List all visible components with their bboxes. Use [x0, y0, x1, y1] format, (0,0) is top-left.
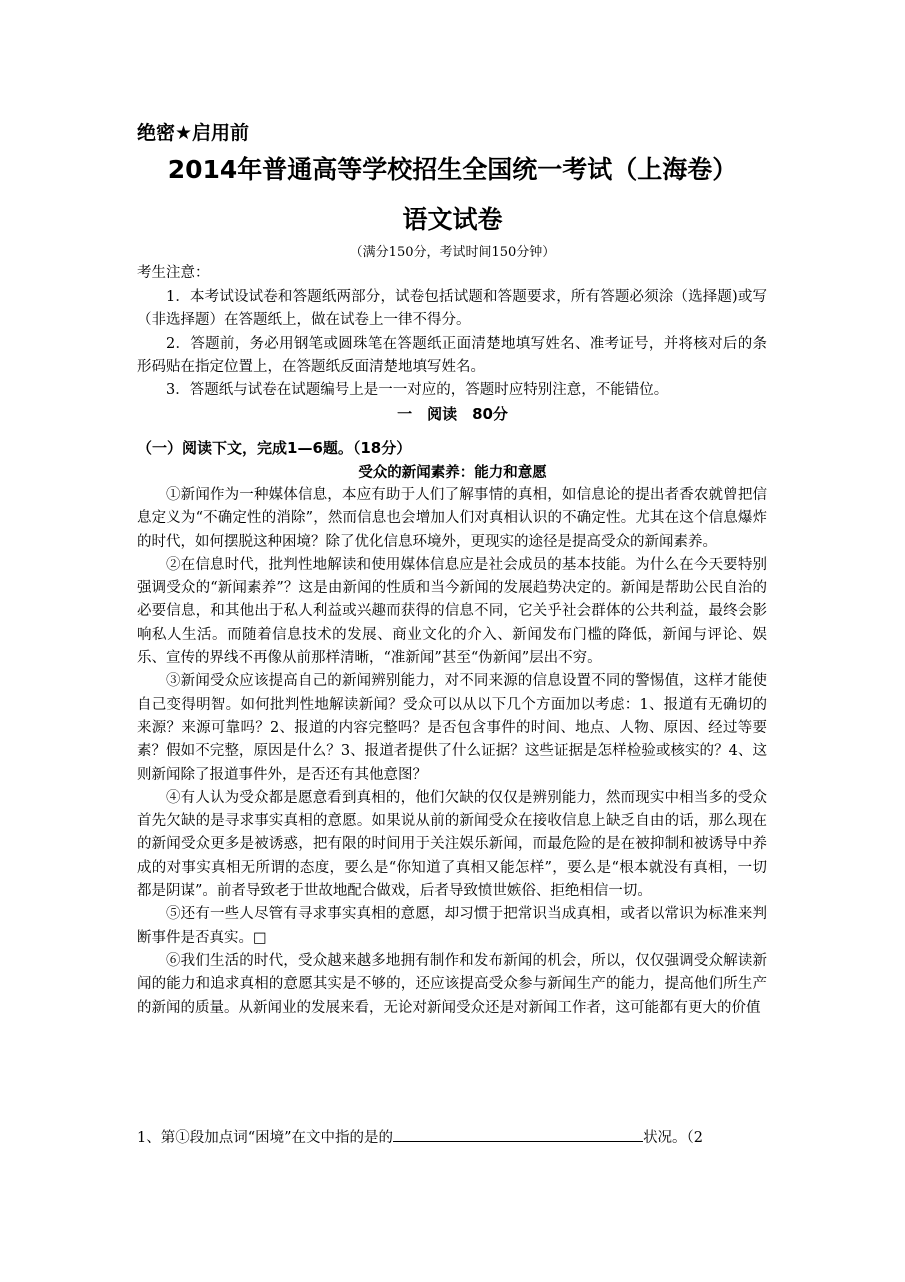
- confidential-label: 绝密★启用前: [137, 122, 250, 144]
- notice-item: 3．答题纸与试卷在试题编号上是一一对应的，答题时应特别注意，不能错位。: [166, 382, 669, 399]
- question-suffix: 状况。（2: [643, 1130, 704, 1146]
- score-time-note: （满分150分，考试时间150分钟）: [349, 245, 556, 260]
- article-paragraph: ①新闻作为一种媒体信息，本应有助于人们了解事情的真相，如信息论的提出者香农就曾把信息定义为“不确定性的消除”，然而信息也会增加人们对真相认识的不确定性。尤其在这个信息爆炸的时代，如何摆脱这种困境？除了优化信息环境外，更现实的途径是提高受众的新闻素养。: [137, 487, 767, 550]
- section-heading: 一 阅读 80分: [397, 405, 508, 423]
- article-paragraph: ⑤还有一些人尽管有寻求事实真相的意愿，却习惯于把常识当成真相，或者以常识为标准来判断事件是否真实。□: [137, 906, 767, 946]
- question-1: [137, 1127, 767, 1150]
- notice-label: 考生注意：: [137, 265, 210, 281]
- paper-subtitle: 语文试卷: [402, 205, 503, 234]
- article-paragraph: ③新闻受众应该提高自己的新闻辨别能力，对不同来源的信息设置不同的警惕值，这样才能使自己变得明智。如何批判性地解读新闻？受众可以从以下几个方面加以考虑：1、报道有无确切的来源？来源可靠吗？2、报道的内容完整吗？是否包含事件的时间、地点、人物、原因、经过等要素？假如不完整，原因是什么？3、报道者提供了什么证据？这些证据是怎样检验或核实的？4、这则新闻除了报道事件外，是否还有其他意图？: [137, 673, 767, 783]
- article-paragraph: ⑥我们生活的时代，受众越来越多地拥有制作和发布新闻的机会，所以，仅仅强调受众解读新闻的能力和追求真相的意愿其实是不够的，还应该提高受众参与新闻生产的能力，提高他们所生产的新闻的质量。从新闻业的发展来看，无论对新闻受众还是对新闻工作者，这可能都有更大的价值: [137, 952, 767, 1016]
- article-paragraph: ④有人认为受众都是愿意看到真相的，他们欠缺的仅仅是辨别能力，然而现实中相当多的受众首先欠缺的是寻求事实真相的意愿。如果说从前的新闻受众在接收信息上缺乏自由的话，那么现在的新闻受众更多是被诱惑，把有限的时间用于关注娱乐新闻，而最危险的是在被抑制和被诱导中养成的对事实真相无所谓的态度，要么是“你知道了真相又能怎样”，要么是“根本就没有真相，一切都是阴谋”。前者导致老于世故地配合做戏，后者导致愤世嫉俗、拒绝相信一切。: [137, 789, 767, 900]
- article-title: 受众的新闻素养：能力和意愿: [358, 465, 547, 481]
- exam-title: 2014年普通高等学校招生全国统一考试（上海卷）: [167, 155, 738, 184]
- question-prefix: 1、第①段加点词“困境”在文中指的是的: [137, 1130, 394, 1146]
- part-heading: （一）阅读下文，完成1—6题。（18分）: [137, 439, 412, 457]
- notice-item: 2．答题前，务必用钢笔或圆珠笔在答题纸正面清楚地填写姓名、准考证号，并将核对后的条形码贴在指定位置上，在答题纸反面清楚地填写姓名。: [137, 335, 767, 375]
- answer-blank[interactable]: [393, 1127, 643, 1142]
- article-paragraph: ②在信息时代，批判性地解读和使用媒体信息应是社会成员的基本技能。为什么在今天要特别强调受众的“新闻素养”？这是由新闻的性质和当今新闻的发展趋势决定的。新闻是帮助公民自治的必要信息，和其他出于私人利益或兴趣而获得的信息不同，它关乎社会群体的公共利益，最终会影响私人生活。而随着信息技术的发展、商业文化的介入、新闻发布门槛的降低，新闻与评论、娱乐、宣传的界线不再像从前那样清晰，“准新闻”甚至“伪新闻”层出不穷。: [137, 556, 767, 667]
- notice-list: [137, 286, 767, 402]
- article-body: [137, 484, 767, 1020]
- notice-item: 1．本考试设试卷和答题纸两部分，试卷包括试题和答题要求，所有答题必须涂（选择题)或写（非选择题）在答题纸上，做在试卷上一律不得分。: [137, 289, 767, 329]
